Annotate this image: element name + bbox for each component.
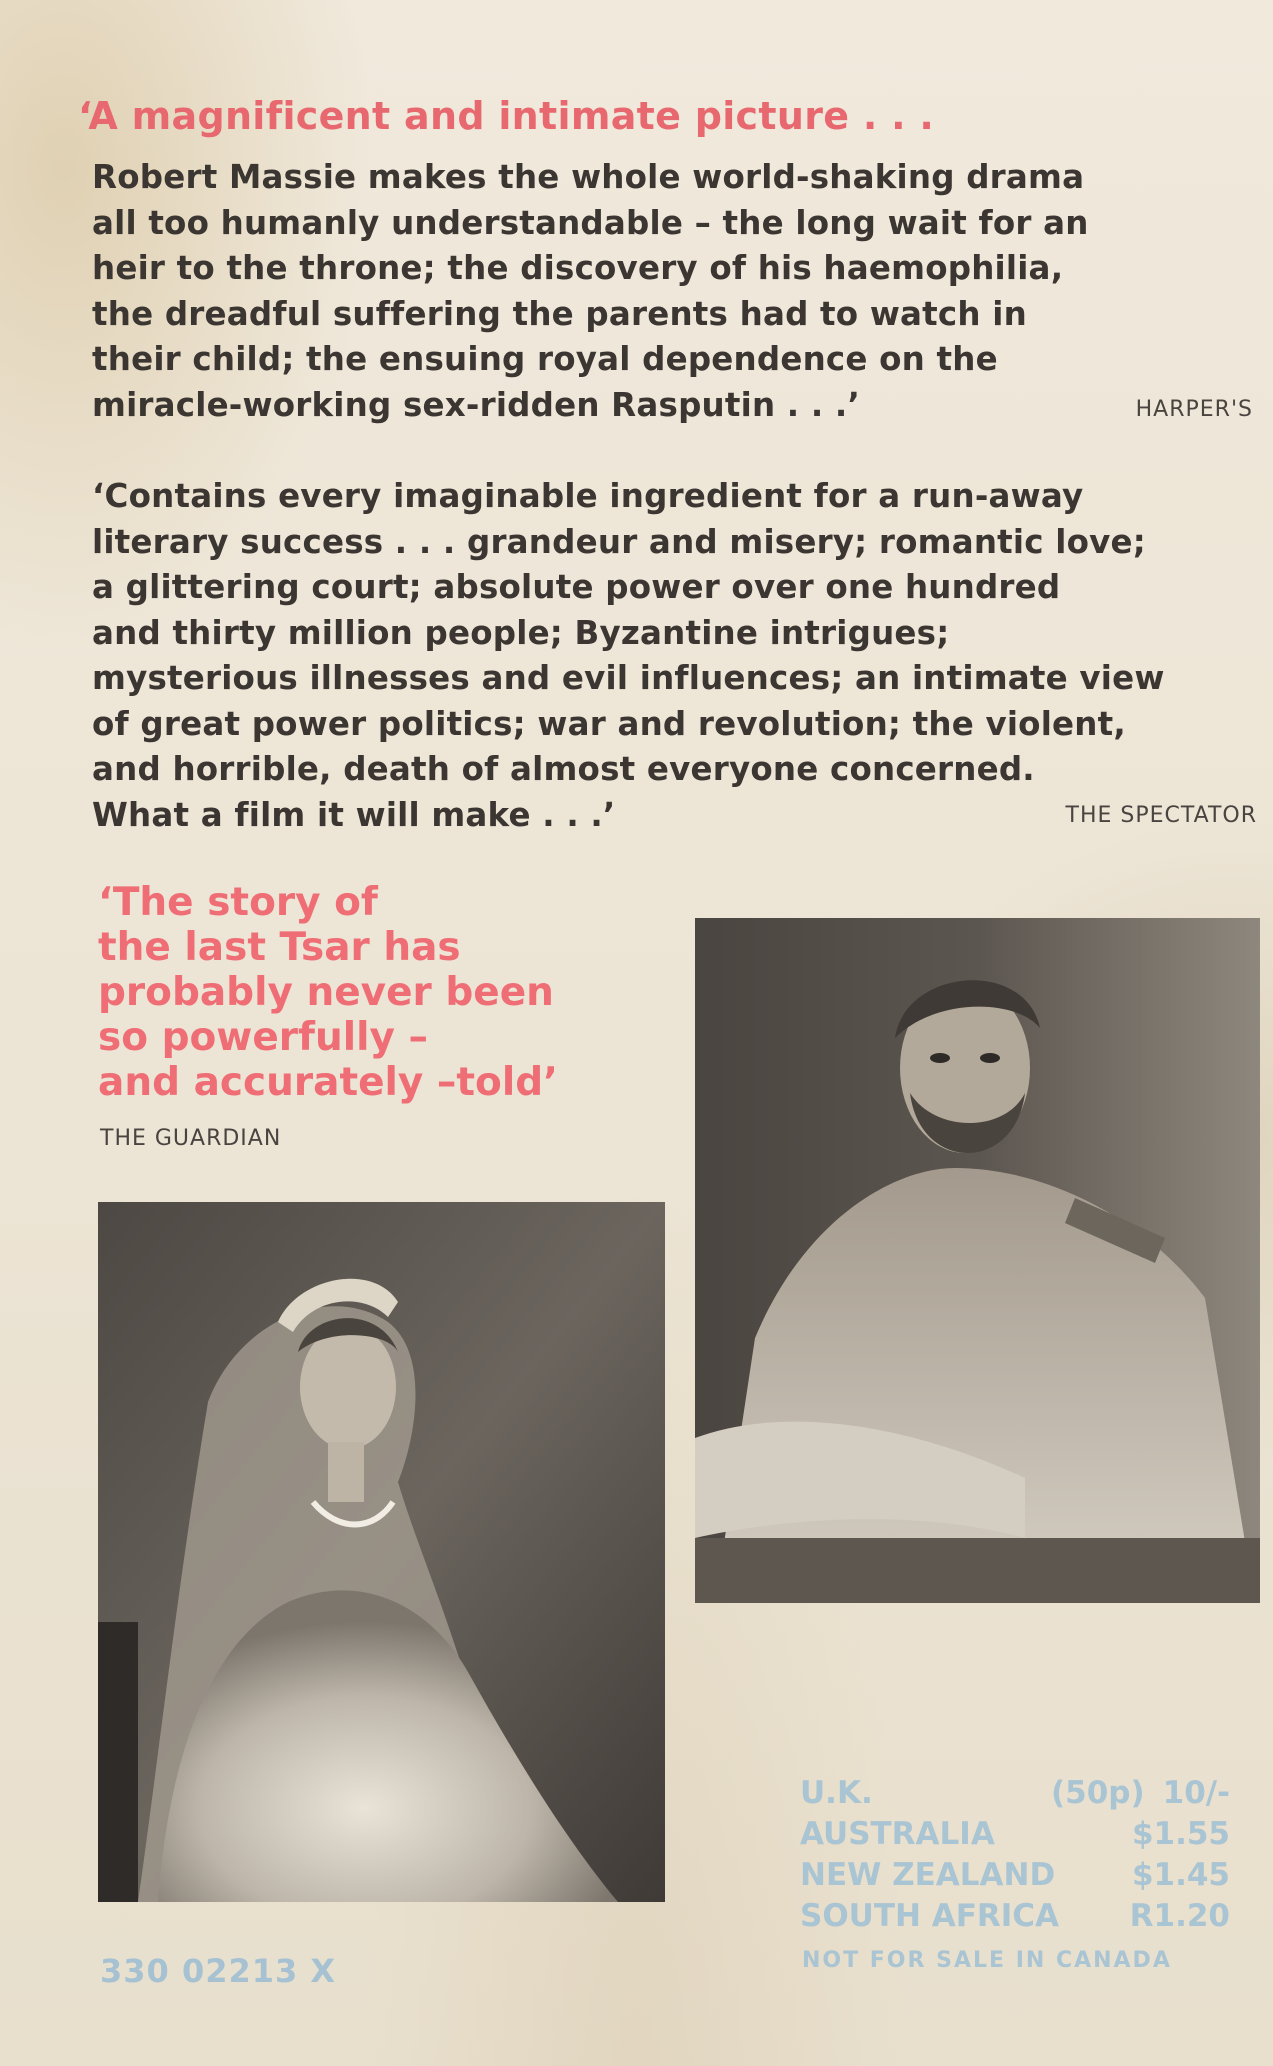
review-quote-guardian: ‘The story of the last Tsar has probably never been so powerfully – and accurately –told’ [98,880,558,1105]
empress-portrait-photo [98,1202,665,1902]
price-row-australia [800,1814,1230,1855]
price-region: U.K. [800,1775,873,1811]
review-source-guardian: THE GUARDIAN [100,1126,282,1151]
price-region: SOUTH AFRICA [800,1898,1060,1934]
review-source-harpers: HARPER'S [1135,397,1253,422]
price-region: NEW ZEALAND [800,1857,1056,1893]
review-source-spectator: THE SPECTATOR [1065,803,1257,828]
review-headline: ‘A magnificent and intimate picture . . . [78,94,935,138]
price-value: $1.55 [1131,1816,1230,1852]
price-value: $1.45 [1131,1857,1230,1893]
review-quote-harpers: Robert Massie makes the whole world-shaking drama all too humanly understandable – the long wait for an heir to the throne; the discovery of his haemophilia, the dreadful suffering the parents had to watch in their child; the ensuing royal dependence on the miracle-working sex-ridden Rasputin . . .’ [92,158,1089,424]
price-row-south-africa [800,1896,1230,1937]
price-region: AUSTRALIA [800,1816,995,1852]
price-row-uk [800,1773,1230,1814]
review-quote-spectator: ‘Contains every imaginable ingredient for a run-away literary success . . . grandeur and misery; romantic love; a glittering court; absolute power over one hundred and thirty million people; Byzantine intrigues; mysterious illnesses and evil influences; an intimate view of great power politics; war and revolution; the violent, and horrible, death of almost everyone concerned. What a film it will make . . .’ [92,477,1165,834]
tsar-portrait-photo [695,918,1260,1603]
price-value [1051,1773,1230,1814]
price-list [800,1773,1230,1937]
price-shillings: 10/- [1162,1775,1230,1811]
price-row-new-zealand [800,1855,1230,1896]
price-amount: (50p) [1051,1775,1145,1811]
sale-restriction-note: NOT FOR SALE IN CANADA [802,1948,1172,1973]
isbn-number: 330 02213 X [100,1952,337,1990]
price-value: R1.20 [1129,1898,1230,1934]
